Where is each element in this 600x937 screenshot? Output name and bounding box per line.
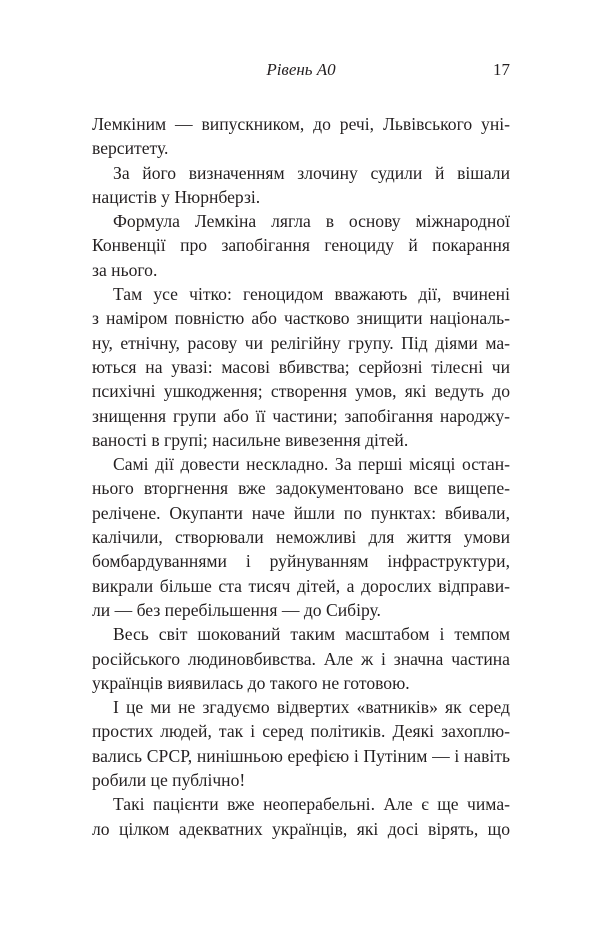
text-line: ло цілком адекватних українців, які досі вірять, що xyxy=(92,818,510,839)
text-line: ли — без перебільшення — до Сибіру. xyxy=(92,599,381,620)
text-line: вались СРСР, нинішньою ерефією і Путіним — і навіть xyxy=(92,745,510,766)
paragraph xyxy=(92,452,510,622)
text-line: Формула Лемкіна лягла в основу міжнародної xyxy=(113,211,510,232)
text-line: бомбардуваннями і руйнуванням інфраструктури, xyxy=(92,551,510,572)
text-line: Конвенції про запобігання геноциду й покарання xyxy=(92,235,510,256)
text-line: верситету. xyxy=(92,138,169,159)
text-line: релічене. Окупанти наче йшли по пунктах: вбивали, xyxy=(92,502,510,523)
body-text xyxy=(92,112,510,841)
text-line: за нього. xyxy=(92,259,158,280)
text-line: Такі пацієнти вже неоперабельні. Але є ще чима- xyxy=(113,794,510,815)
paragraph xyxy=(92,695,510,792)
text-line: знищення групи або її частини; запобігання народжу- xyxy=(92,405,510,426)
paragraph xyxy=(92,161,510,210)
text-line: Самі дії довести нескладно. За перші місяці остан- xyxy=(113,454,510,475)
paragraph xyxy=(92,792,510,841)
text-line: За його визначенням злочину судили й вішали xyxy=(113,162,510,183)
text-line: ються на увазі: масові вбивства; серйозні тілесні чи xyxy=(92,356,510,377)
text-line: нацистів у Нюрнберзі. xyxy=(92,186,261,207)
text-line: нього вторгнення вже задокументовано все вищепе- xyxy=(92,478,510,499)
text-line: І це ми не згадуємо відвертих «ватників» як серед xyxy=(113,697,510,718)
text-line: ну, етнічну, расову чи релігійну групу. Під діями ма- xyxy=(92,332,510,353)
text-line: російського людиновбивства. Але ж і значна частина xyxy=(92,648,510,669)
paragraph xyxy=(92,282,510,452)
page-number: 17 xyxy=(493,60,510,79)
text-line: викрали більше ста тисяч дітей, а дорослих відправи- xyxy=(92,575,510,596)
text-line: психічні ушкодження; створення умов, які ведуть до xyxy=(92,381,510,402)
text-line: ваності в групі; насильне вивезення дітей. xyxy=(92,429,409,450)
paragraph xyxy=(92,209,510,282)
paragraph xyxy=(92,112,510,161)
text-line: Весь світ шокований таким масштабом і темпом xyxy=(113,624,510,645)
text-line: робили це публічно! xyxy=(92,770,246,791)
text-line: простих людей, так і серед політиків. Деякі захоплю- xyxy=(92,721,510,742)
text-line: з наміром повністю або частково знищити національ- xyxy=(92,308,510,329)
paragraph xyxy=(92,622,510,695)
text-line: українців виявилась до такого не готовою. xyxy=(92,672,410,693)
running-header xyxy=(92,60,510,84)
running-title: Рівень А0 xyxy=(266,60,336,79)
text-line: Там усе чітко: геноцидом вважають дії, вчинені xyxy=(113,284,510,305)
text-line: Лемкіним — випускником, до речі, Львівського уні- xyxy=(92,114,510,134)
text-line: калічили, створювали неможливі для життя умови xyxy=(92,527,510,548)
